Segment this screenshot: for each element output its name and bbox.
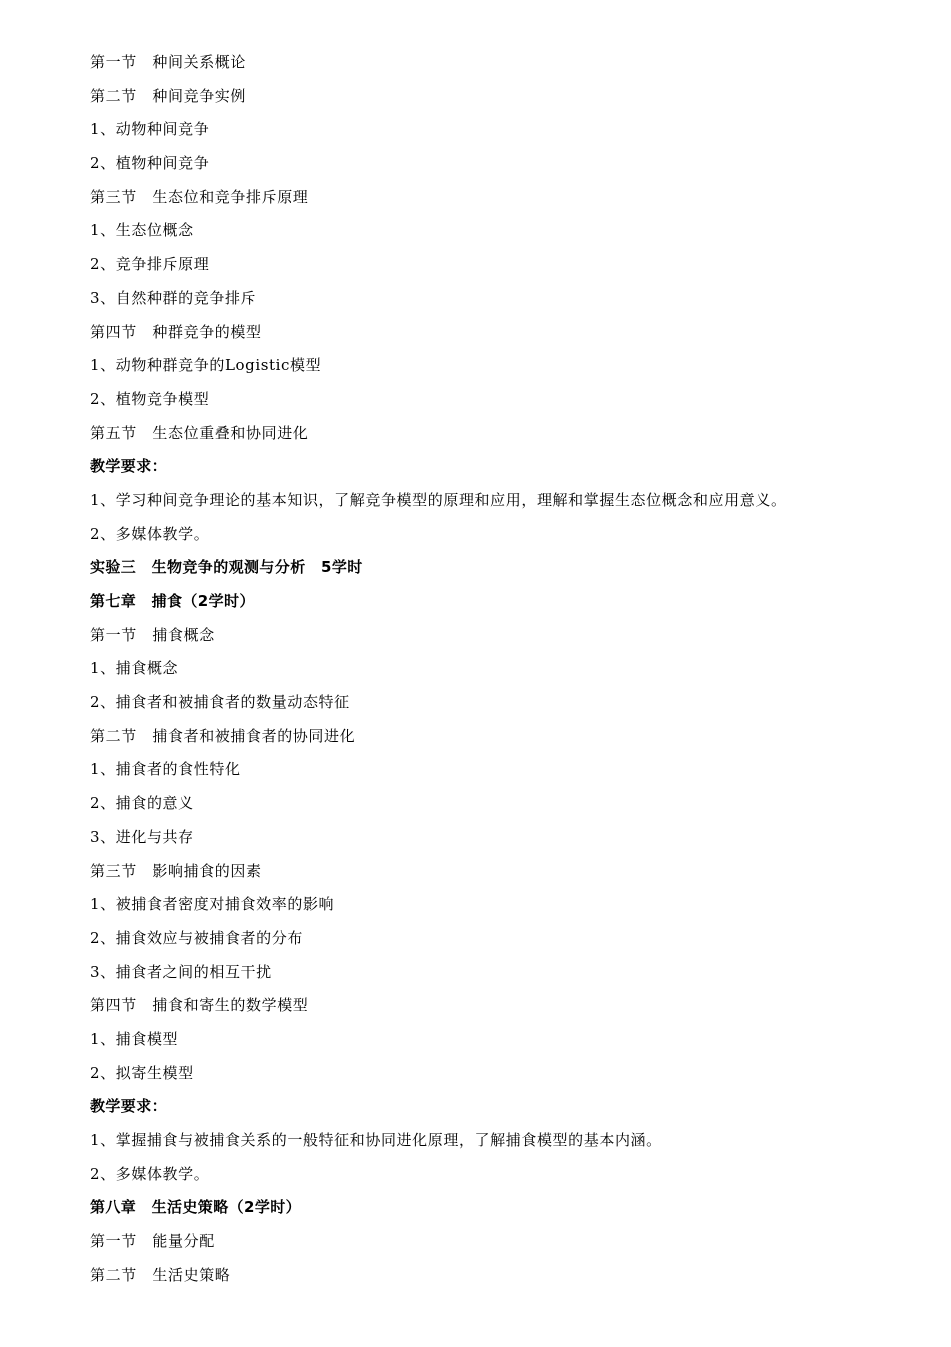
document-body xyxy=(90,50,890,1296)
teaching-requirements-heading: 教学要求： xyxy=(90,1097,168,1116)
list-item: 1、动物种群竞争的Logistic模型 xyxy=(90,356,322,375)
list-item: 2、捕食者和被捕食者的数量动态特征 xyxy=(90,693,350,712)
section-heading: 第一节 捕食概念 xyxy=(90,625,215,644)
section-heading: 第三节 生态位和竞争排斥原理 xyxy=(90,187,309,206)
section-heading: 第二节 捕食者和被捕食者的协同进化 xyxy=(90,726,356,745)
list-item: 2、植物竞争模型 xyxy=(90,389,210,408)
list-item: 2、植物种间竞争 xyxy=(90,154,210,173)
section-heading: 第一节 能量分配 xyxy=(90,1232,215,1251)
list-item: 2、多媒体教学。 xyxy=(90,1164,210,1183)
section-heading: 第二节 种间竞争实例 xyxy=(90,86,247,105)
list-item: 2、多媒体教学。 xyxy=(90,524,210,543)
experiment-heading: 实验三 生物竞争的观测与分析 5学时 xyxy=(90,558,363,577)
list-item: 1、生态位概念 xyxy=(90,221,194,240)
list-item: 2、竞争排斥原理 xyxy=(90,255,210,274)
list-item: 1、捕食者的食性特化 xyxy=(90,760,241,779)
list-item: 1、捕食模型 xyxy=(90,1029,179,1048)
section-heading: 第四节 种群竞争的模型 xyxy=(90,322,262,341)
list-item: 2、捕食效应与被捕食者的分布 xyxy=(90,928,303,947)
list-item: 1、学习种间竞争理论的基本知识，了解竞争模型的原理和应用，理解和掌握生态位概念和应用意义。 xyxy=(90,490,787,509)
list-item: 1、掌握捕食与被捕食关系的一般特征和协同进化原理，了解捕食模型的基本内涵。 xyxy=(90,1131,662,1149)
list-item: 2、捕食的意义 xyxy=(90,794,194,813)
teaching-requirements-heading: 教学要求： xyxy=(90,457,168,476)
chapter-heading: 第七章 捕食（2学时） xyxy=(90,592,255,610)
list-item: 1、捕食概念 xyxy=(90,659,179,678)
list-item: 3、自然种群的竞争排斥 xyxy=(90,288,257,307)
list-item: 1、被捕食者密度对捕食效率的影响 xyxy=(90,895,335,914)
list-item: 2、拟寄生模型 xyxy=(90,1063,194,1082)
chapter-heading: 第八章 生活史策略（2学时） xyxy=(90,1198,302,1217)
list-item: 3、进化与共存 xyxy=(90,827,194,846)
section-heading: 第五节 生态位重叠和协同进化 xyxy=(90,423,309,442)
section-heading: 第二节 生活史策略 xyxy=(90,1265,231,1284)
section-heading: 第四节 捕食和寄生的数学模型 xyxy=(90,996,309,1015)
section-heading: 第一节 种间关系概论 xyxy=(90,53,247,71)
list-item: 3、捕食者之间的相互干扰 xyxy=(90,962,272,981)
list-item: 1、动物种间竞争 xyxy=(90,120,210,139)
section-heading: 第三节 影响捕食的因素 xyxy=(90,861,262,880)
